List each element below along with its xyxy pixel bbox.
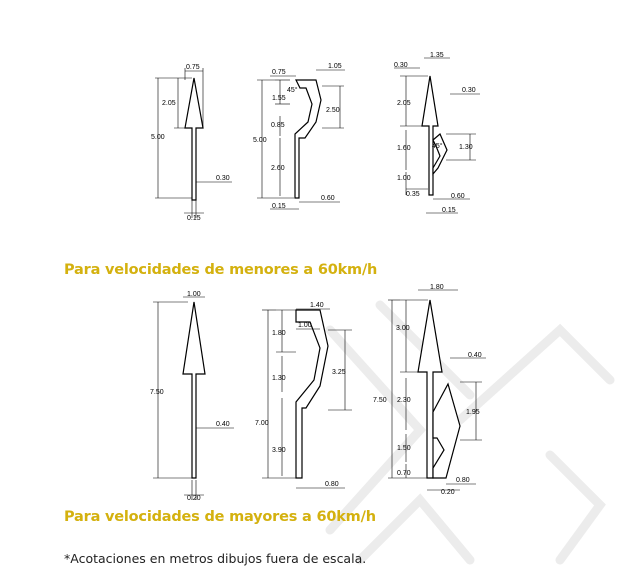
straight-arrow-fast — [183, 302, 205, 478]
footnote: *Acotaciones en metros dibujos fuera de escala. — [64, 551, 367, 566]
dim-label: 0.60 — [321, 195, 335, 202]
dim-label: 2.05 — [397, 100, 411, 107]
dim-label: 1.40 — [310, 302, 324, 309]
dim-label: 0.15 — [442, 207, 456, 214]
dim-label: 0.40 — [216, 421, 230, 428]
dim-label: 1.00 — [187, 291, 201, 298]
caption-slow-speed: Para velocidades de menores a 60km/h — [64, 262, 378, 278]
dim-label: 0.75 — [272, 69, 286, 76]
dim-label: 7.50 — [373, 397, 387, 404]
dim-label: 0.80 — [325, 481, 339, 488]
dim-label: 7.50 — [150, 389, 164, 396]
dim-label: 1.60 — [397, 145, 411, 152]
dim-label: 1.00 — [298, 322, 312, 329]
dim-label: 1.80 — [272, 330, 286, 337]
dim-label: 7.00 — [255, 420, 269, 427]
straight-arrow-combined-fast — [418, 300, 442, 478]
dim-label: 2.30 — [397, 397, 411, 404]
curve-arrow-fast — [296, 310, 328, 478]
dim-label: 0.30 — [394, 62, 408, 69]
dim-label: 0.70 — [397, 470, 411, 477]
straight-arrow-combined-slow — [422, 76, 438, 195]
figure-combined-slow — [394, 52, 480, 214]
dim-label: 2.50 — [326, 107, 340, 114]
dim-label: 3.90 — [272, 447, 286, 454]
dim-label: 0.30 — [216, 175, 230, 182]
dim-label: 1.55 — [272, 95, 286, 102]
dim-label: 1.80 — [430, 284, 444, 291]
figure-straight-fast — [150, 291, 234, 502]
dim-label: 2.05 — [162, 100, 176, 107]
dim-label: 0.40 — [468, 352, 482, 359]
dim-label: 45° — [432, 143, 443, 150]
dim-label: 5.00 — [253, 137, 267, 144]
dim-label: 0.30 — [462, 87, 476, 94]
figure-straight-slow — [151, 64, 232, 222]
dim-label: 0.35 — [406, 191, 420, 198]
dim-label: 0.60 — [451, 193, 465, 200]
figure-curve-fast — [255, 302, 352, 488]
dim-label: 1.50 — [397, 445, 411, 452]
dim-label: 3.25 — [332, 369, 346, 376]
dim-label: 1.30 — [459, 144, 473, 151]
dim-label: 0.15 — [187, 215, 201, 222]
dim-label: 1.95 — [466, 409, 480, 416]
dim-label: 0.15 — [272, 203, 286, 210]
dim-label: 0.75 — [186, 64, 200, 71]
dim-label: 0.80 — [456, 477, 470, 484]
dim-label: 1.30 — [272, 375, 286, 382]
dim-label: 1.00 — [397, 175, 411, 182]
curve-arrow-combined-slow — [433, 134, 447, 174]
dim-label: 5.00 — [151, 134, 165, 141]
curve-arrow-combined-fast — [433, 384, 460, 478]
dim-label: 0.85 — [271, 122, 285, 129]
dim-label: 0.20 — [441, 489, 455, 496]
dim-label: 1.35 — [430, 52, 444, 59]
dim-label: 1.05 — [328, 63, 342, 70]
dim-label: 3.00 — [396, 325, 410, 332]
curve-arrow-slow — [295, 80, 321, 198]
caption-fast-speed: Para velocidades de mayores a 60km/h — [64, 509, 376, 525]
dim-label: 2.60 — [271, 165, 285, 172]
dim-label: 45° — [287, 87, 298, 94]
dim-label: 0.20 — [187, 495, 201, 502]
figure-curve-slow — [253, 63, 345, 210]
